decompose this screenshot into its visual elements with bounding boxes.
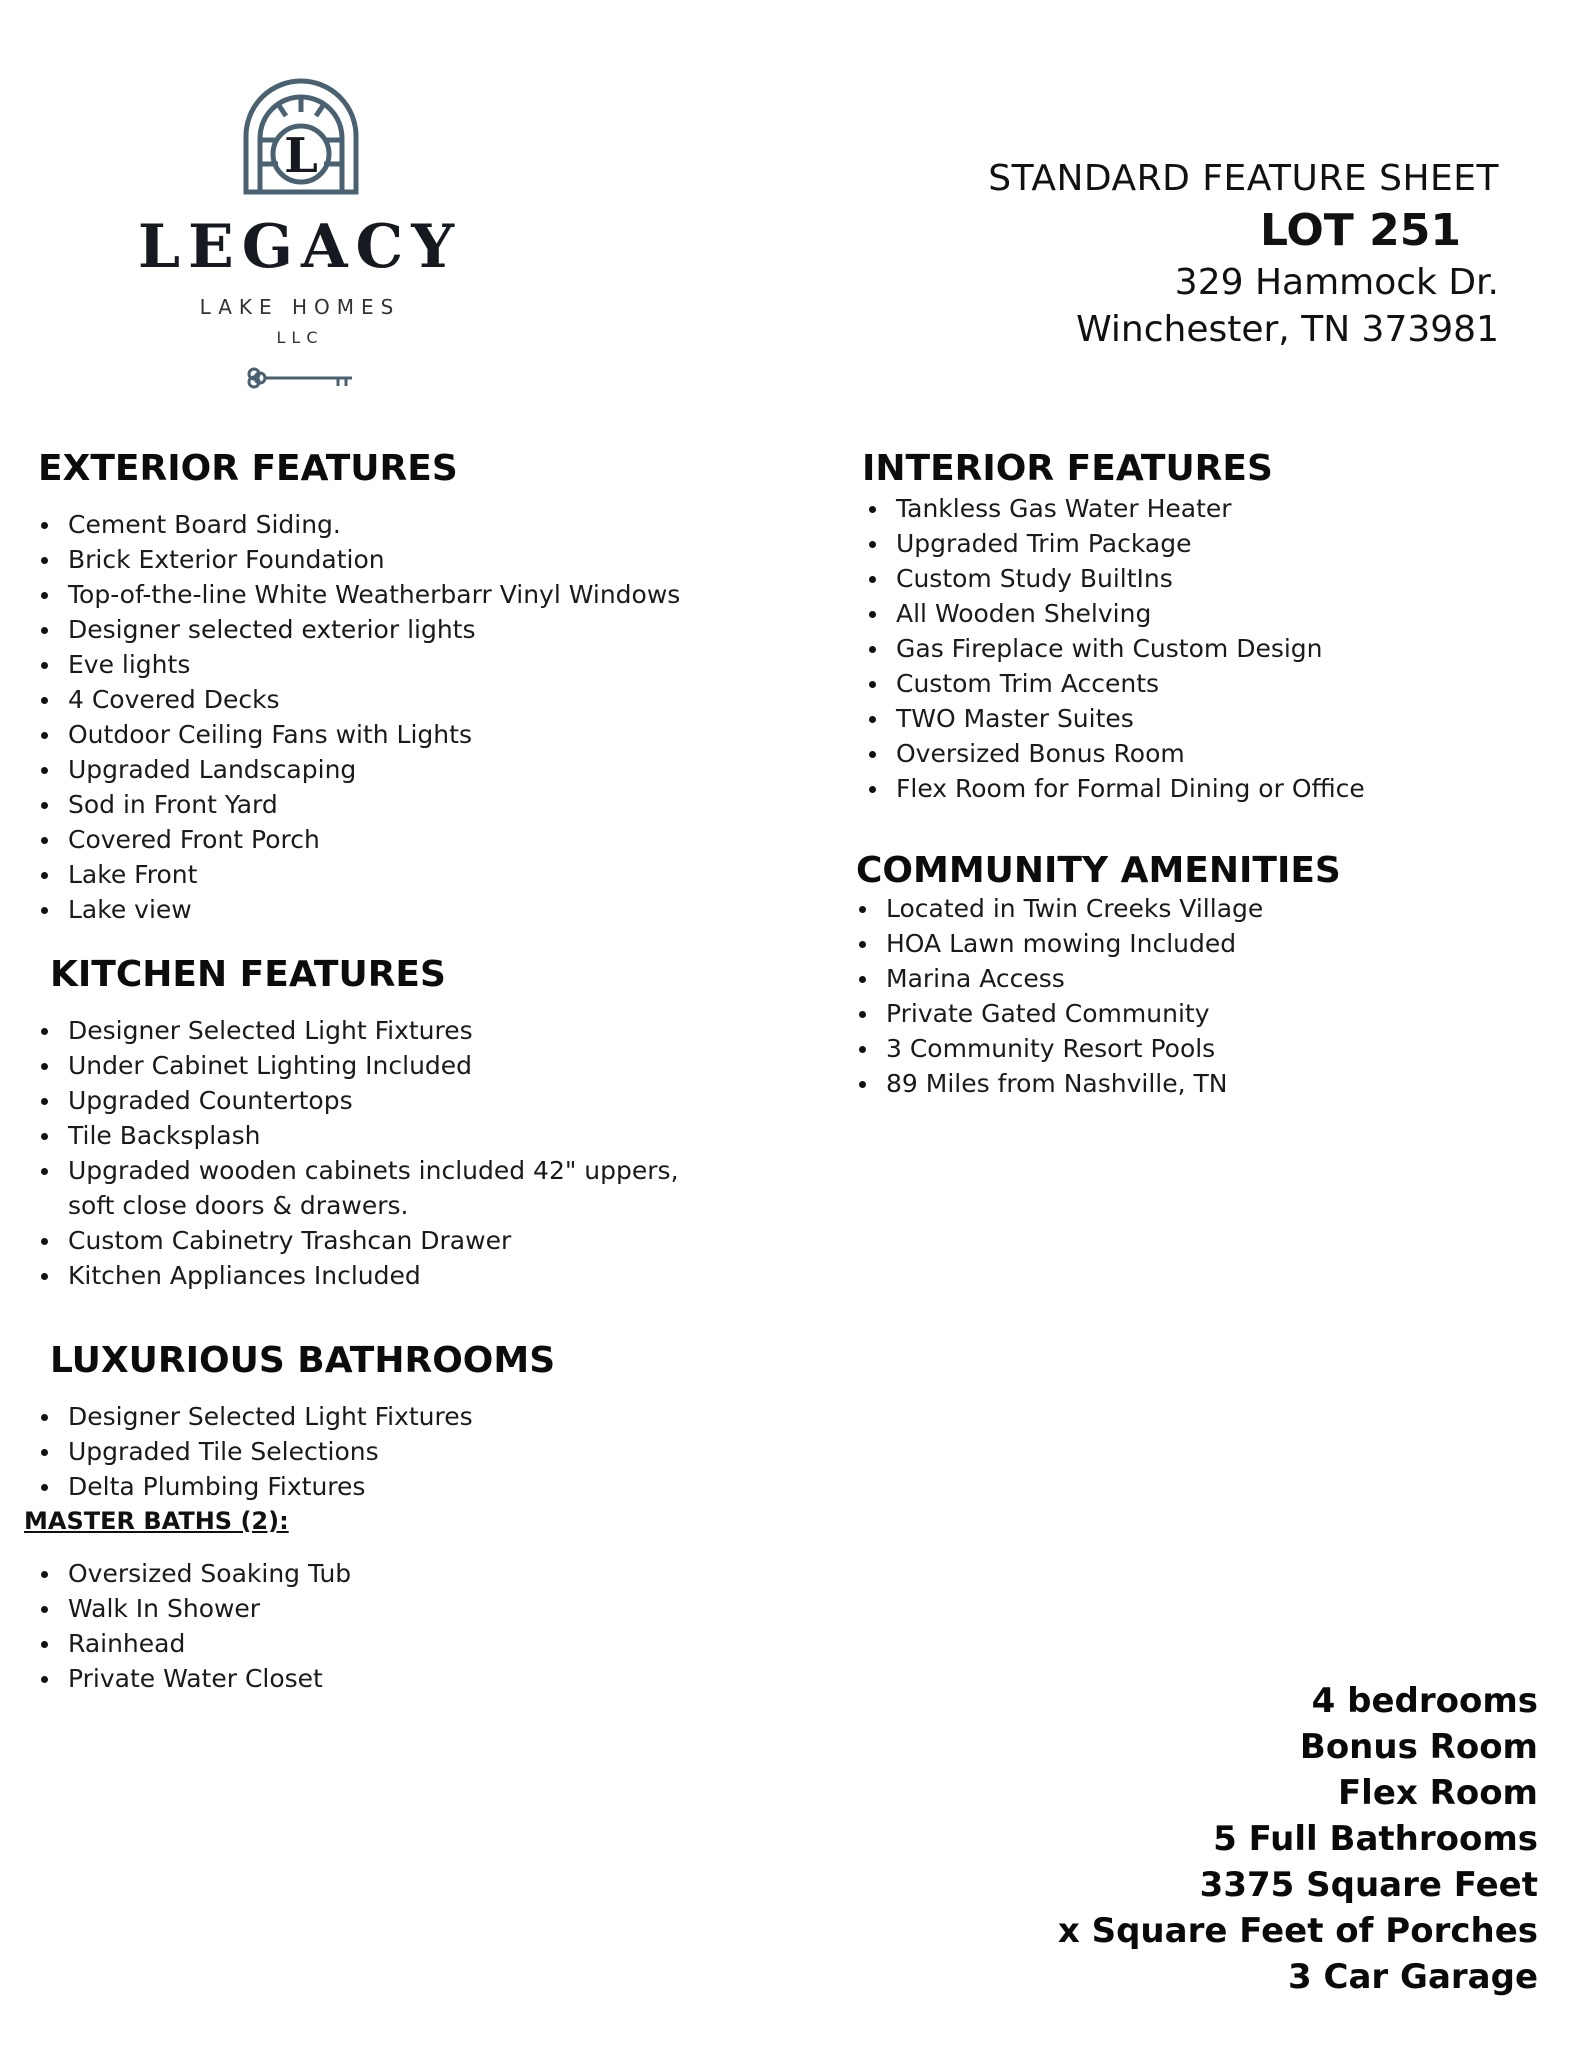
list-item: Walk In Shower <box>38 1591 798 1626</box>
interior-list <box>862 491 1542 806</box>
list-item: Private Gated Community <box>856 996 1536 1031</box>
bathrooms-list <box>38 1399 798 1504</box>
exterior-heading: EXTERIOR FEATURES <box>38 448 458 489</box>
summary-square-feet: 3375 Square Feet <box>1199 1865 1538 1905</box>
community-list <box>856 891 1536 1101</box>
list-item: Top-of-the-line White Weatherbarr Vinyl Windows <box>38 577 798 612</box>
list-item: Custom Study BuiltIns <box>866 561 1542 596</box>
list-item: Gas Fireplace with Custom Design <box>866 631 1542 666</box>
kitchen-heading: KITCHEN FEATURES <box>50 954 446 995</box>
list-item: Upgraded Countertops <box>38 1083 798 1118</box>
logo-llc: LLC <box>276 328 324 347</box>
list-item: Brick Exterior Foundation <box>38 542 798 577</box>
community-heading: COMMUNITY AMENITIES <box>856 850 1341 891</box>
interior-features-section <box>862 448 1542 806</box>
address-line-2: Winchester, TN 373981 <box>1076 309 1499 350</box>
list-item: Custom Trim Accents <box>866 666 1542 701</box>
list-item: Upgraded Trim Package <box>866 526 1542 561</box>
sheet-header <box>988 158 1499 350</box>
logo-monogram: L <box>284 128 318 184</box>
lot-title: LOT 251 <box>1259 205 1461 256</box>
list-item: Tile Backsplash <box>38 1118 798 1153</box>
list-item: Kitchen Appliances Included <box>38 1258 798 1293</box>
list-item: 3 Community Resort Pools <box>856 1031 1536 1066</box>
list-item: Covered Front Porch <box>38 822 798 857</box>
summary-bonus-room: Bonus Room <box>1299 1727 1538 1767</box>
logo-name: LEGACY <box>137 212 463 282</box>
logo-subtitle: LAKE HOMES <box>199 295 401 319</box>
list-item: Marina Access <box>856 961 1536 996</box>
summary-flex-room: Flex Room <box>1337 1773 1538 1813</box>
list-item: Delta Plumbing Fixtures <box>38 1469 798 1504</box>
list-item: Upgraded Tile Selections <box>38 1434 798 1469</box>
exterior-features-section <box>38 448 798 927</box>
company-logo <box>120 78 500 398</box>
interior-heading: INTERIOR FEATURES <box>862 448 1273 489</box>
list-item: 89 Miles from Nashville, TN <box>856 1066 1536 1101</box>
list-item: Oversized Bonus Room <box>866 736 1542 771</box>
summary-porches: x Square Feet of Porches <box>1057 1911 1538 1951</box>
list-item: Eve lights <box>38 647 798 682</box>
list-item: Oversized Soaking Tub <box>38 1556 798 1591</box>
master-baths-label: MASTER BATHS (2): <box>24 1507 289 1535</box>
list-item: Upgraded wooden cabinets included 42" uppers, soft close doors & drawers. <box>38 1153 798 1223</box>
bathrooms-section <box>24 1340 798 1696</box>
arched-window-icon <box>238 78 364 198</box>
list-item: Private Water Closet <box>38 1661 798 1696</box>
list-item: Designer selected exterior lights <box>38 612 798 647</box>
list-item: Flex Room for Formal Dining or Office <box>866 771 1542 806</box>
list-item: TWO Master Suites <box>866 701 1542 736</box>
summary-bathrooms: 5 Full Bathrooms <box>1213 1819 1538 1859</box>
list-item: Sod in Front Yard <box>38 787 798 822</box>
list-item: HOA Lawn mowing Included <box>856 926 1536 961</box>
list-item: Lake Front <box>38 857 798 892</box>
bathrooms-heading: LUXURIOUS BATHROOMS <box>50 1340 556 1381</box>
kitchen-features-section <box>38 954 798 1293</box>
list-item: Rainhead <box>38 1626 798 1661</box>
list-item: Designer Selected Light Fixtures <box>38 1013 798 1048</box>
sheet-title: STANDARD FEATURE SHEET <box>988 158 1499 199</box>
list-item: Outdoor Ceiling Fans with Lights <box>38 717 798 752</box>
address-line-1: 329 Hammock Dr. <box>1174 262 1499 303</box>
home-summary <box>1058 1678 1538 2000</box>
key-icon <box>246 366 356 390</box>
summary-bedrooms: 4 bedrooms <box>1311 1681 1538 1721</box>
list-item: Upgraded Landscaping <box>38 752 798 787</box>
master-baths-list <box>38 1556 798 1696</box>
list-item: Lake view <box>38 892 798 927</box>
list-item: Under Cabinet Lighting Included <box>38 1048 798 1083</box>
exterior-list <box>38 507 798 927</box>
list-item: Located in Twin Creeks Village <box>856 891 1536 926</box>
list-item: 4 Covered Decks <box>38 682 798 717</box>
list-item: Designer Selected Light Fixtures <box>38 1399 798 1434</box>
list-item: Cement Board Siding. <box>38 507 798 542</box>
list-item: All Wooden Shelving <box>866 596 1542 631</box>
summary-garage: 3 Car Garage <box>1288 1957 1538 1997</box>
community-amenities-section <box>856 850 1536 1101</box>
kitchen-list <box>38 1013 798 1293</box>
list-item: Custom Cabinetry Trashcan Drawer <box>38 1223 798 1258</box>
list-item: Tankless Gas Water Heater <box>866 491 1542 526</box>
